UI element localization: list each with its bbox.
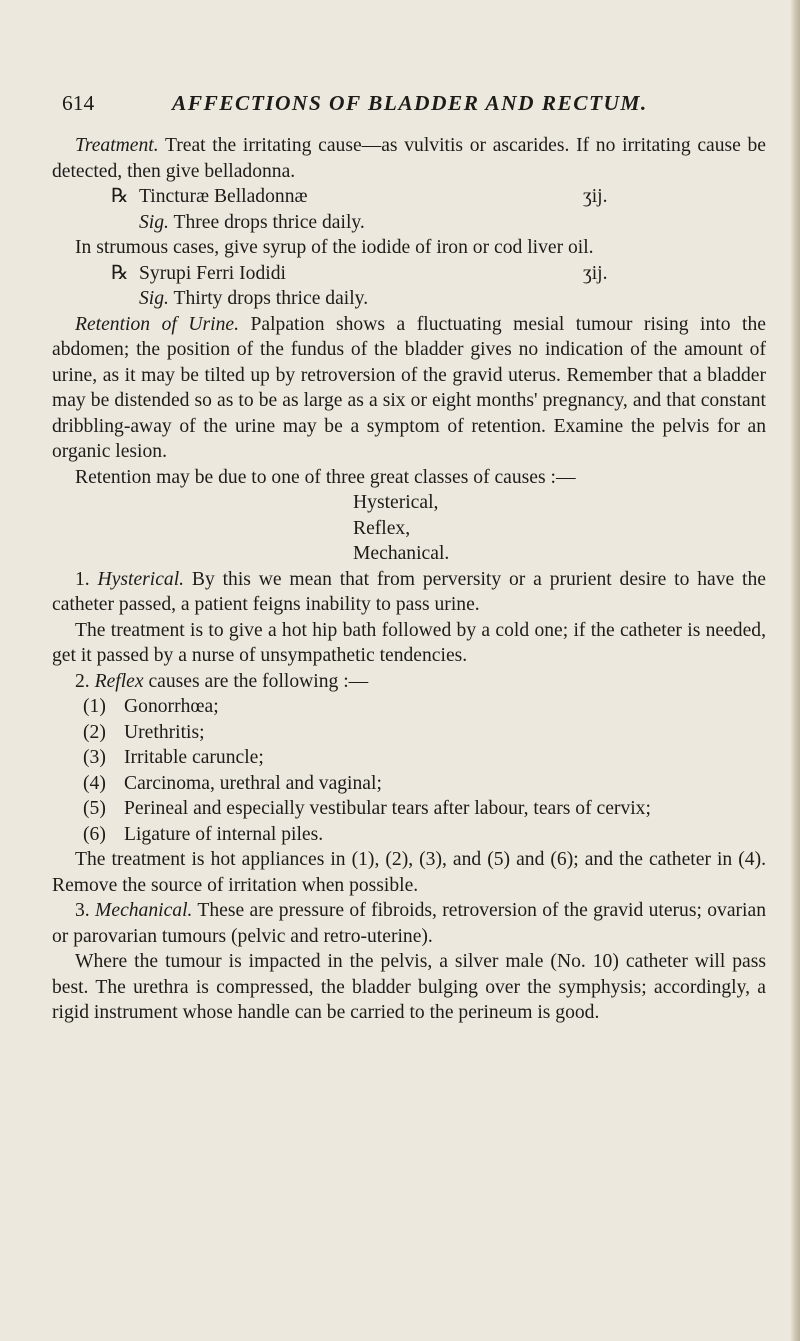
running-header bbox=[62, 90, 762, 116]
sig-line: Sig. Three drops thrice daily. bbox=[139, 211, 365, 233]
strumous-paragraph: In strumous cases, give syrup of the iodide of iron or cod liver oil. bbox=[75, 237, 594, 258]
drug-dose: ʒij. bbox=[583, 262, 608, 284]
reflex-paragraph: 2. Reflex causes are the following :— bbox=[75, 670, 369, 692]
list-item: Reflex, bbox=[353, 517, 411, 539]
list-item: (1) Gonorrhœa; bbox=[83, 696, 219, 717]
list-item: (5) Perineal and especially vestibular tears after labour, tears of cervix; bbox=[83, 798, 651, 819]
page-edge-shadow bbox=[790, 0, 800, 1341]
list-item: Hysterical, bbox=[353, 492, 439, 513]
hysterical-paragraph: 1. Hysterical. By this we mean that from perversity or a prurient desire to have the catheter passed, a patient feigns inability to pass urine. bbox=[52, 568, 766, 615]
list-item: (3) Irritable caruncle; bbox=[83, 747, 264, 768]
page-number: 614 bbox=[62, 91, 95, 115]
sig-line: Sig. Thirty drops thrice daily. bbox=[139, 288, 369, 309]
retention-heading: Retention of Urine. bbox=[75, 313, 239, 335]
hysterical-heading: Hysterical. bbox=[97, 568, 185, 590]
list-item: (4) Carcinoma, urethral and vaginal; bbox=[83, 772, 382, 794]
prescription-belladonna bbox=[52, 184, 766, 210]
cause-classes-list bbox=[52, 490, 766, 567]
list-item: (6) Ligature of internal piles. bbox=[83, 823, 324, 845]
recipe-symbol: ℞ bbox=[111, 262, 129, 284]
drug-name: Tincturæ Belladonnæ bbox=[139, 186, 308, 207]
list-item: Mechanical. bbox=[353, 543, 450, 564]
retention-paragraph: Retention of Urine. Palpation shows a fluctuating mesial tumour rising into the abdomen; the position of the fundus of the bladder gives no indication of the amount of urine, as it may be tilted up by retroversion of the gravid uterus. Remember that a bladder may be distended so as to be as large as a six or eight months' pregnancy, and that constant dribbling-away of the urine may be a symptom of retention. Examine the pelvis for an organic lesion. bbox=[52, 313, 766, 462]
prescription-iron-iodide bbox=[52, 261, 766, 287]
reflex-causes-list bbox=[52, 694, 766, 847]
drug-dose: ʒij. bbox=[583, 186, 608, 207]
list-item: (2) Urethritis; bbox=[83, 721, 205, 743]
hysterical-treatment: The treatment is to give a hot hip bath followed by a cold one; if the catheter is needed, get it passed by a nurse of unsympathetic tendencies. bbox=[52, 619, 766, 666]
treatment-paragraph: Treatment. Treat the irritating cause—as vulvitis or ascarides. If no irritating cause be detected, then give belladonna. bbox=[52, 135, 766, 182]
treatment-heading: Treatment. bbox=[75, 135, 159, 156]
classes-intro: Retention may be due to one of three great classes of causes :— bbox=[75, 466, 576, 488]
reflex-treatment: The treatment is hot appliances in (1), (2), (3), and (5) and (6); and the catheter in (4). Remove the source of irritation when possible. bbox=[52, 849, 766, 896]
reflex-heading: Reflex bbox=[94, 670, 144, 692]
mechanical-paragraph: 3. Mechanical. These are pressure of fibroids, retroversion of the gravid uterus; ovarian or parovarian tumours (pelvic and retro-uterine). bbox=[52, 900, 766, 947]
page-body bbox=[52, 133, 766, 1026]
running-title: AFFECTIONS OF BLADDER AND RECTUM. bbox=[172, 91, 648, 115]
impacted-paragraph: Where the tumour is impacted in the pelvis, a silver male (No. 10) catheter will pass best. The urethra is compressed, the bladder bulging over the symphysis; accordingly, a rigid instrument whose handle can be carried to the perineum is good. bbox=[52, 951, 766, 1023]
drug-name: Syrupi Ferri Iodidi bbox=[139, 262, 286, 284]
recipe-symbol: ℞ bbox=[111, 186, 129, 207]
mechanical-heading: Mechanical. bbox=[95, 900, 193, 921]
